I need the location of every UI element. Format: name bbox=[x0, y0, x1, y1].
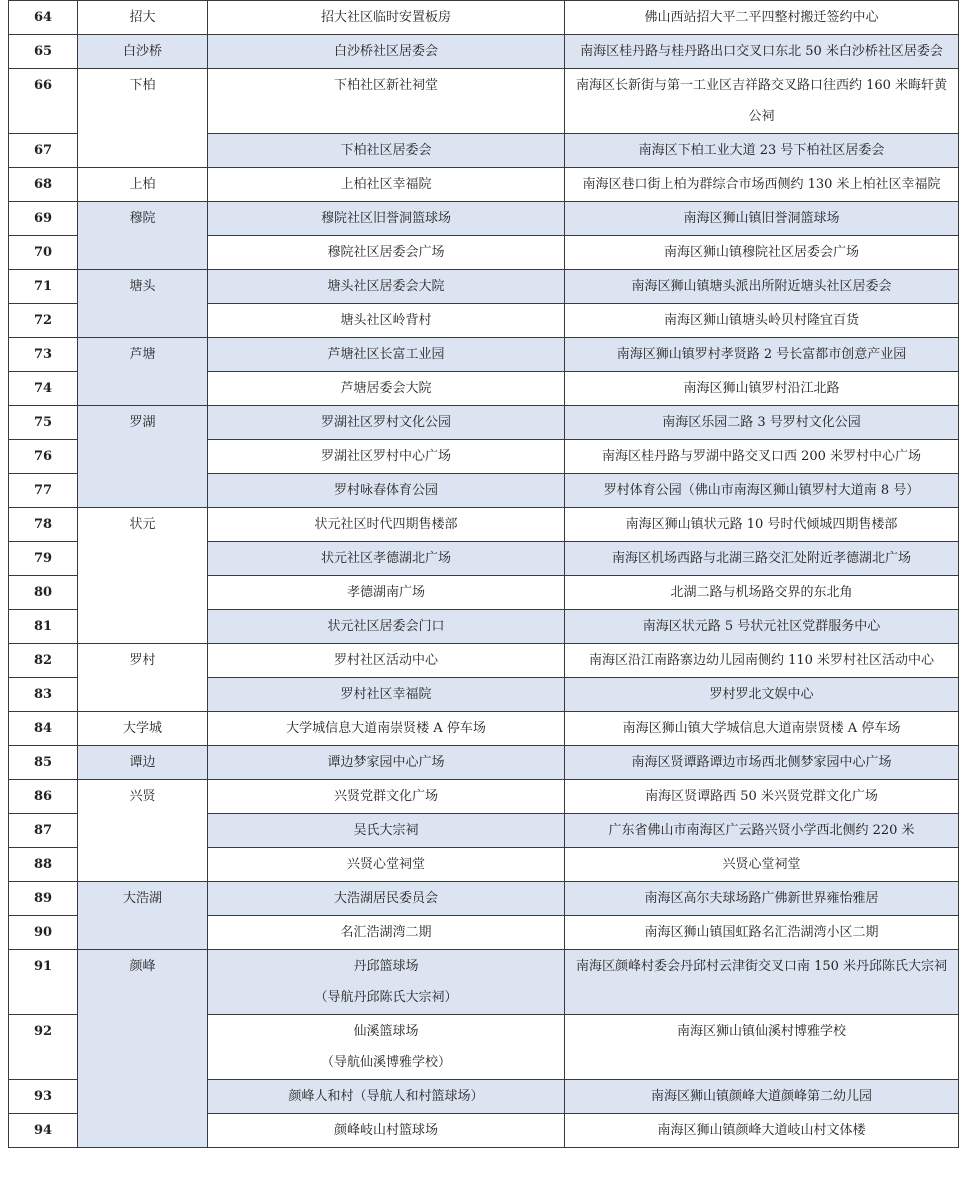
row-number: 79 bbox=[9, 542, 78, 576]
site-address bbox=[565, 746, 959, 780]
site-name-line: 上柏社区幸福院 bbox=[340, 177, 432, 192]
table-row bbox=[9, 712, 959, 746]
row-number: 67 bbox=[9, 134, 78, 168]
table-row bbox=[9, 780, 959, 814]
site-name-line: 丹邱篮球场 bbox=[353, 959, 419, 974]
site-name bbox=[208, 644, 565, 678]
site-address-line: 南海区机场西路与北湖三路交汇处附近孝德湖北广场 bbox=[611, 551, 911, 566]
site-address bbox=[565, 712, 959, 746]
community-name: 状元 bbox=[78, 508, 208, 644]
site-name-line: 吴氏大宗祠 bbox=[353, 823, 419, 838]
site-address bbox=[565, 440, 959, 474]
site-address-line: 南海区狮山镇穆院社区居委会广场 bbox=[663, 245, 859, 260]
site-name bbox=[208, 406, 565, 440]
row-number: 86 bbox=[9, 780, 78, 814]
community-name: 上柏 bbox=[78, 168, 208, 202]
row-number: 80 bbox=[9, 576, 78, 610]
site-name bbox=[208, 270, 565, 304]
site-name bbox=[208, 440, 565, 474]
site-address-line: 南海区狮山镇状元路 10 号时代倾城四期售楼部 bbox=[625, 517, 898, 532]
row-number: 69 bbox=[9, 202, 78, 236]
site-address-line: 南海区贤谭路谭边市场西北侧梦家园中心广场 bbox=[631, 755, 892, 770]
site-name-line: 下柏社区新社祠堂 bbox=[333, 78, 438, 93]
site-name-line: 塘头社区居委会大院 bbox=[327, 279, 445, 294]
site-address-line: 佛山西站招大平二平四整村搬迁签约中心 bbox=[644, 10, 879, 25]
site-name bbox=[208, 1, 565, 35]
table-row bbox=[9, 35, 959, 69]
site-name bbox=[208, 746, 565, 780]
site-name bbox=[208, 610, 565, 644]
site-name bbox=[208, 168, 565, 202]
site-name-line: 大浩湖居民委员会 bbox=[333, 891, 438, 906]
site-address bbox=[565, 35, 959, 69]
site-address bbox=[565, 882, 959, 916]
site-name bbox=[208, 236, 565, 270]
site-name-line: 罗村咏春体育公园 bbox=[333, 483, 438, 498]
site-address bbox=[565, 542, 959, 576]
site-address-line: 兴贤心堂祠堂 bbox=[722, 857, 801, 872]
site-address bbox=[565, 814, 959, 848]
table-row bbox=[9, 746, 959, 780]
row-number: 88 bbox=[9, 848, 78, 882]
table-row bbox=[9, 202, 959, 236]
table-row bbox=[9, 406, 959, 440]
site-address bbox=[565, 168, 959, 202]
site-address bbox=[565, 610, 959, 644]
site-address bbox=[565, 678, 959, 712]
site-address bbox=[565, 950, 959, 1015]
site-address-line: 南海区狮山镇罗村孝贤路 2 号长富都市创意产业园 bbox=[616, 347, 907, 362]
row-number: 64 bbox=[9, 1, 78, 35]
site-name-line: 芦塘社区长富工业园 bbox=[327, 347, 445, 362]
site-address bbox=[565, 644, 959, 678]
row-number: 83 bbox=[9, 678, 78, 712]
site-address-line: 南海区桂丹路与桂丹路出口交叉口东北 50 米白沙桥社区居委会 bbox=[580, 44, 943, 59]
site-address bbox=[565, 202, 959, 236]
site-name bbox=[208, 542, 565, 576]
site-address-line: 南海区狮山镇塘头岭贝村隆宜百货 bbox=[663, 313, 859, 328]
site-name bbox=[208, 814, 565, 848]
community-name: 谭边 bbox=[78, 746, 208, 780]
row-number: 72 bbox=[9, 304, 78, 338]
community-name: 罗村 bbox=[78, 644, 208, 712]
row-number: 85 bbox=[9, 746, 78, 780]
site-address-line: 南海区下柏工业大道 23 号下柏社区居委会 bbox=[638, 143, 885, 158]
site-name bbox=[208, 304, 565, 338]
site-name bbox=[208, 202, 565, 236]
site-address-line: 南海区狮山镇大学城信息大道南崇贤楼 A 停车场 bbox=[622, 721, 901, 736]
row-number: 90 bbox=[9, 916, 78, 950]
site-address bbox=[565, 1015, 959, 1080]
row-number: 73 bbox=[9, 338, 78, 372]
site-name bbox=[208, 508, 565, 542]
site-address-line: 南海区狮山镇罗村沿江北路 bbox=[683, 381, 840, 396]
table-row bbox=[9, 270, 959, 304]
community-name: 芦塘 bbox=[78, 338, 208, 406]
row-number: 87 bbox=[9, 814, 78, 848]
site-name-line: （导航丹邱陈氏大宗祠） bbox=[314, 990, 458, 1005]
site-address-line: 公祠 bbox=[748, 109, 775, 124]
venue-table-body bbox=[9, 1, 959, 1148]
row-number: 74 bbox=[9, 372, 78, 406]
row-number: 76 bbox=[9, 440, 78, 474]
site-address bbox=[565, 848, 959, 882]
site-name bbox=[208, 134, 565, 168]
row-number: 89 bbox=[9, 882, 78, 916]
site-name-line: 状元社区孝德湖北广场 bbox=[320, 551, 451, 566]
site-name-line: 兴贤党群文化广场 bbox=[333, 789, 438, 804]
table-row bbox=[9, 508, 959, 542]
site-name-line: 状元社区居委会门口 bbox=[327, 619, 445, 634]
site-address-line: 南海区高尔夫球场路广佛新世界雍怡雅居 bbox=[644, 891, 879, 906]
site-name-line: 颜峰岐山村篮球场 bbox=[333, 1123, 438, 1138]
site-name bbox=[208, 1080, 565, 1114]
site-name bbox=[208, 474, 565, 508]
site-address bbox=[565, 304, 959, 338]
site-address bbox=[565, 69, 959, 134]
site-name-line: 芦塘居委会大院 bbox=[340, 381, 432, 396]
community-name: 招大 bbox=[78, 1, 208, 35]
site-name-line: 塘头社区岭背村 bbox=[340, 313, 432, 328]
site-address-line: 南海区狮山镇仙溪村博雅学校 bbox=[676, 1024, 846, 1039]
row-number: 94 bbox=[9, 1114, 78, 1148]
community-name: 罗湖 bbox=[78, 406, 208, 508]
community-name: 下柏 bbox=[78, 69, 208, 168]
row-number: 91 bbox=[9, 950, 78, 1015]
site-name-line: 罗湖社区罗村中心广场 bbox=[320, 449, 451, 464]
site-name-line: 穆院社区居委会广场 bbox=[327, 245, 445, 260]
site-name-line: 下柏社区居委会 bbox=[340, 143, 432, 158]
site-address-line: 南海区乐园二路 3 号罗村文化公园 bbox=[662, 415, 861, 430]
site-name-line: 名汇浩湖湾二期 bbox=[340, 925, 432, 940]
site-address-line: 南海区狮山镇国虹路名汇浩湖湾小区二期 bbox=[644, 925, 879, 940]
site-name bbox=[208, 950, 565, 1015]
site-name-line: 白沙桥社区居委会 bbox=[333, 44, 438, 59]
site-address bbox=[565, 134, 959, 168]
site-name bbox=[208, 372, 565, 406]
site-address-line: 广东省佛山市南海区广云路兴贤小学西北侧约 220 米 bbox=[608, 823, 915, 838]
row-number: 75 bbox=[9, 406, 78, 440]
site-address bbox=[565, 338, 959, 372]
site-name-line: 罗湖社区罗村文化公园 bbox=[320, 415, 451, 430]
site-name bbox=[208, 678, 565, 712]
row-number: 81 bbox=[9, 610, 78, 644]
community-name: 塘头 bbox=[78, 270, 208, 338]
row-number: 70 bbox=[9, 236, 78, 270]
site-name-line: 兴贤心堂祠堂 bbox=[346, 857, 425, 872]
row-number: 84 bbox=[9, 712, 78, 746]
site-name bbox=[208, 712, 565, 746]
site-address bbox=[565, 1114, 959, 1148]
site-address bbox=[565, 576, 959, 610]
site-name-line: 颜峰人和村（导航人和村篮球场） bbox=[288, 1089, 484, 1104]
row-number: 82 bbox=[9, 644, 78, 678]
site-name-line: （导航仙溪博雅学校） bbox=[320, 1055, 451, 1070]
site-name bbox=[208, 338, 565, 372]
site-address bbox=[565, 780, 959, 814]
community-name: 兴贤 bbox=[78, 780, 208, 882]
site-name-line: 穆院社区旧誉洞篮球场 bbox=[320, 211, 451, 226]
table-row bbox=[9, 1, 959, 35]
site-address bbox=[565, 1080, 959, 1114]
site-address-line: 南海区狮山镇旧誉洞篮球场 bbox=[683, 211, 840, 226]
community-name: 颜峰 bbox=[78, 950, 208, 1148]
site-address bbox=[565, 270, 959, 304]
site-name-line: 罗村社区活动中心 bbox=[333, 653, 438, 668]
community-name: 穆院 bbox=[78, 202, 208, 270]
site-name-line: 招大社区临时安置板房 bbox=[320, 10, 451, 25]
row-number: 71 bbox=[9, 270, 78, 304]
row-number: 77 bbox=[9, 474, 78, 508]
site-name-line: 孝德湖南广场 bbox=[346, 585, 425, 600]
table-row bbox=[9, 950, 959, 1015]
site-name bbox=[208, 1114, 565, 1148]
site-address-line: 南海区长新街与第一工业区吉祥路交叉路口往西约 160 米晦轩黄 bbox=[575, 78, 948, 93]
row-number: 92 bbox=[9, 1015, 78, 1080]
row-number: 66 bbox=[9, 69, 78, 134]
site-address bbox=[565, 474, 959, 508]
site-address-line: 南海区状元路 5 号状元社区党群服务中心 bbox=[642, 619, 881, 634]
site-address bbox=[565, 916, 959, 950]
site-name bbox=[208, 576, 565, 610]
table-row bbox=[9, 882, 959, 916]
site-address bbox=[565, 406, 959, 440]
site-name bbox=[208, 780, 565, 814]
site-address-line: 南海区狮山镇塘头派出所附近塘头社区居委会 bbox=[631, 279, 892, 294]
site-name-line: 大学城信息大道南崇贤楼 A 停车场 bbox=[286, 721, 486, 736]
site-address-line: 南海区巷口街上柏为群综合市场西侧约 130 米上柏社区幸福院 bbox=[582, 177, 941, 192]
table-row bbox=[9, 69, 959, 134]
site-address-line: 南海区颜峰村委会丹邱村云津街交叉口南 150 米丹邱陈氏大宗祠 bbox=[575, 959, 948, 974]
table-row bbox=[9, 644, 959, 678]
row-number: 93 bbox=[9, 1080, 78, 1114]
site-name-line: 谭边梦家园中心广场 bbox=[327, 755, 445, 770]
site-address bbox=[565, 236, 959, 270]
site-address-line: 南海区狮山镇颜峰大道颜峰第二幼儿园 bbox=[650, 1089, 872, 1104]
site-name bbox=[208, 1015, 565, 1080]
site-address-line: 南海区沿江南路寨边幼儿园南侧约 110 米罗村社区活动中心 bbox=[588, 653, 935, 668]
site-address-line: 罗村罗北文娱中心 bbox=[709, 687, 814, 702]
site-name-line: 罗村社区幸福院 bbox=[340, 687, 432, 702]
venue-table bbox=[8, 0, 959, 1148]
community-name: 白沙桥 bbox=[78, 35, 208, 69]
site-name bbox=[208, 882, 565, 916]
site-address-line: 罗村体育公园（佛山市南海区狮山镇罗村大道南 8 号） bbox=[603, 483, 920, 498]
site-address-line: 南海区桂丹路与罗湖中路交叉口西 200 米罗村中心广场 bbox=[601, 449, 922, 464]
row-number: 65 bbox=[9, 35, 78, 69]
site-address-line: 南海区贤谭路西 50 米兴贤党群文化广场 bbox=[645, 789, 878, 804]
community-name: 大浩湖 bbox=[78, 882, 208, 950]
table-row bbox=[9, 168, 959, 202]
site-name bbox=[208, 35, 565, 69]
site-address bbox=[565, 508, 959, 542]
site-address bbox=[565, 1, 959, 35]
row-number: 68 bbox=[9, 168, 78, 202]
site-name-line: 仙溪篮球场 bbox=[353, 1024, 419, 1039]
site-address bbox=[565, 372, 959, 406]
site-name bbox=[208, 69, 565, 134]
site-name bbox=[208, 848, 565, 882]
table-row bbox=[9, 338, 959, 372]
row-number: 78 bbox=[9, 508, 78, 542]
site-address-line: 南海区狮山镇颜峰大道岐山村文体楼 bbox=[657, 1123, 866, 1138]
site-name-line: 状元社区时代四期售楼部 bbox=[314, 517, 458, 532]
community-name: 大学城 bbox=[78, 712, 208, 746]
site-address-line: 北湖二路与机场路交界的东北角 bbox=[670, 585, 853, 600]
site-name bbox=[208, 916, 565, 950]
